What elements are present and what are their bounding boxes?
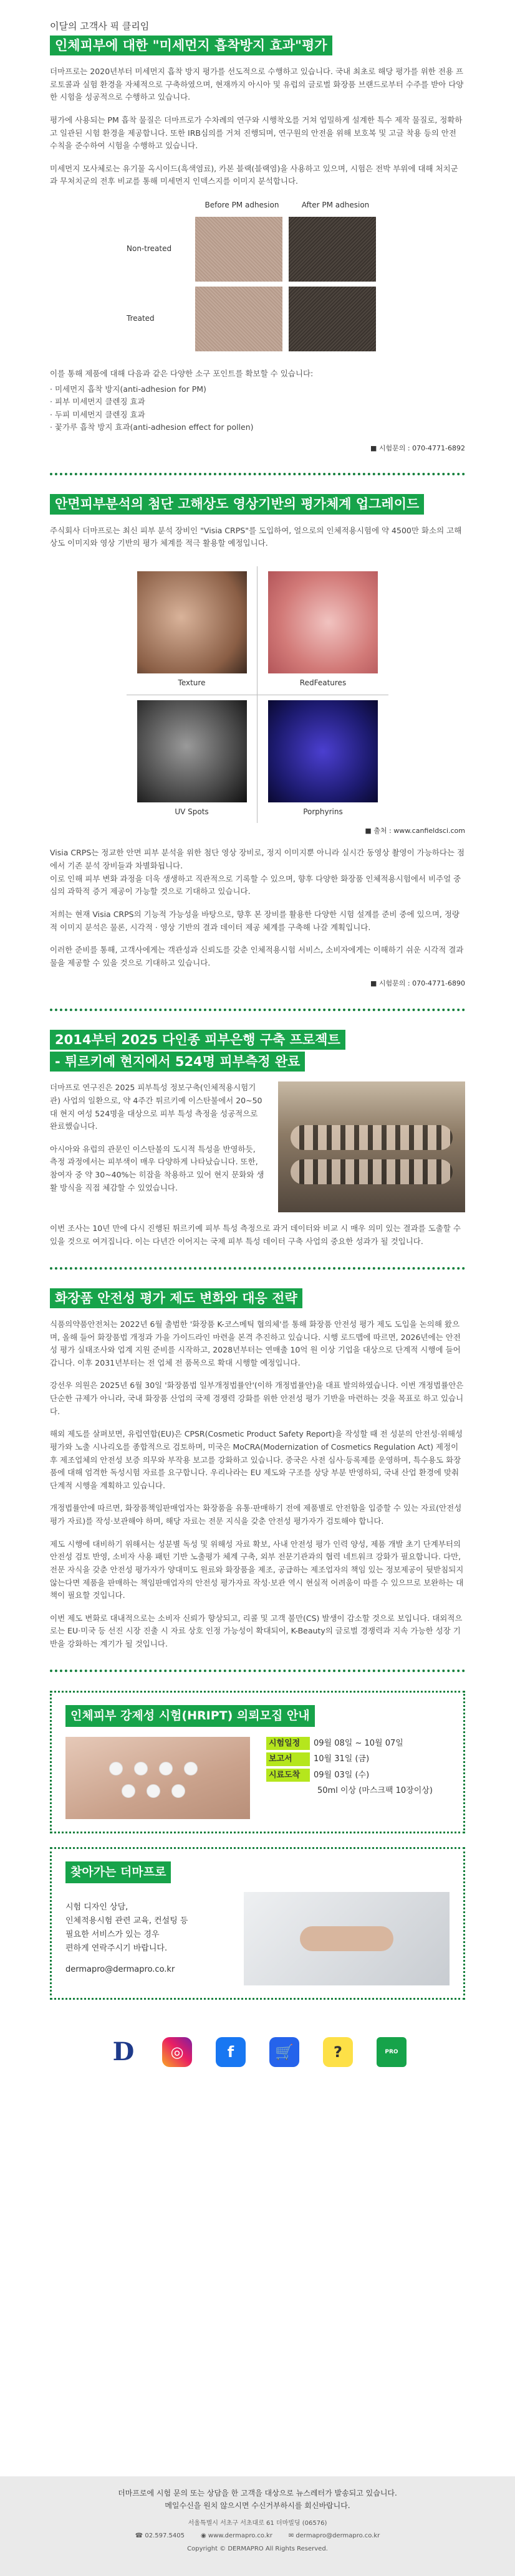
section-title: 화장품 안전성 평가 제도 변화와 대응 전략 <box>50 1288 302 1308</box>
paragraph: 이러한 준비를 통해, 고객사에게는 객관성과 신뢰도를 갖춘 인체적용시험 서비스, 소비자에게는 이해하기 쉬운 시각적 결과물을 제공할 수 있을 것으로 기대하고 있습니다. <box>50 945 464 967</box>
cell-label: Texture <box>178 678 206 687</box>
porphyrins-image <box>268 700 378 802</box>
footer-notice: 메일수신을 원치 않으시면 수신거부하시를 회신바랍니다. <box>165 2501 350 2510</box>
section-kicker: 이달의 고객사 픽 클리임 <box>50 21 150 32</box>
visia-section <box>0 494 515 1010</box>
before-after-figure <box>127 199 388 351</box>
visit-line: 필요한 서비스가 있는 경우 <box>65 1930 160 1940</box>
box-title: 인체피부 강제성 시험(HRIPT) 의뢰모집 안내 <box>65 1705 315 1727</box>
paragraph: 제도 시행에 대비하기 위해서는 성분별 독성 및 위해성 자료 확보, 사내 안전성 평가 인력 양성, 제품 개발 초기 단계부터의 안전성 검토 반영, 소비자 사용 패턴 기반 노출평가 체계 구축, 외부 전문기관과의 협력 네트워크 강화가 필요합니다. 다만, 전문 자식을 갖춘 안전성 평가자가 양대미도 원료와 화장품을 제조, 공급하는 제조업자의 책임 있는 정보제공이 뒷받침되지 않는다면 제품을 판매하는 책임판매업자의 안전성 평가자료 작성·보관 역시 현실적 어려움이 따를 수 있으므로 보완하는 대책이 필요할 것입니다. <box>50 1539 464 1600</box>
pro-badge-icon[interactable]: PRO <box>377 2037 407 2067</box>
contact-line: ■ 시험문의 : 070-4771-6892 <box>370 444 465 453</box>
box-title: 찾아가는 더마프로 <box>65 1861 171 1883</box>
hript-box <box>50 1691 465 1833</box>
schedule-key: 시료도착 <box>266 1769 310 1782</box>
skin-image <box>195 287 282 351</box>
paragraph: 강선우 의원은 2025년 6월 30일 '화장품법 일부개정법률안'(이하 개정법률안)을 대표 발의하였습니다. 이번 개정법률안은 단순한 규제가 아니라, 국내 화장품 산업의 국제 경쟁력 강화를 위한 안전성 평가 기반을 마련하는 것을 목표로 하고 있습니다. <box>50 1381 464 1416</box>
row-label: Treated <box>127 313 155 323</box>
paragraph: 개정법률안에 따르면, 화장품책임판매업자는 화장품을 유통·판매하기 전에 제품별로 안전함을 입증할 수 있는 자료(안전성 평가 자료)를 작성·보관해야 하며, 해당 자료는 전문 지식을 갖춘 안전성 평가자가 검토해야 합니다. <box>50 1503 462 1526</box>
divider <box>50 473 465 475</box>
skin-image <box>195 217 282 282</box>
list-item: · 미세먼지 흡착 방지(anti-adhesion for PM) <box>50 384 206 394</box>
schedule-value: 09월 08일 ~ 10월 07일 <box>314 1739 403 1748</box>
schedule-value: 09월 03일 (수) <box>314 1770 370 1780</box>
texture-image <box>137 571 247 673</box>
email-link[interactable]: dermapro@dermapro.co.kr <box>65 1965 175 1975</box>
patch-test-photo <box>65 1737 250 1819</box>
visit-line: 편하게 연락주시기 바랍니다. <box>65 1944 168 1954</box>
visia-cell <box>258 695 388 824</box>
source-line: ■ 출처 : www.canfieldsci.com <box>365 827 465 835</box>
paragraph: 식품의약품안전처는 2022년 6월 출범한 '화장품 K-코스메틱 협의체'를 통해 화장품 안전성 평가 제도 도입을 논의해 왔으며, 올해 들어 화장품법 개정과 가을 가이드라인 마련을 본격 추진하고 있습니다. 시행 로드맵에 따르면, 2026년에는 안전성 평가 실태조사와 업계 지원 준비를 시작하고, 2028년부터는 연매출 10억 원 이상 기업을 대상으로 단계적 시행에 들어갑니다. 이후 2031년부터는 전 업체 전 품목으로 확대 시행할 예정입니다. <box>50 1319 461 1367</box>
redfeatures-image <box>268 571 378 673</box>
paragraph: 더마프로 연구진은 2025 피부특성 정보구축(인체적용시험기관) 사업의 일환으로, 약 4주간 튀르키예 이스탄불에서 20~50대 현지 여성 524명을 대상으로 피부 특성 측정을 성공적으로 완료했습니다. <box>50 1083 262 1131</box>
footer-tel: ☎ 02.597.5405 <box>135 2532 185 2540</box>
paragraph: Visia CRPS는 정교한 안면 피부 분석을 위한 첨단 영상 장비로, 정지 이미지뿐 아니라 실시간 동영상 촬영이 가능하다는 점에서 기존 분석 장비들과 차별화됩니다. <box>50 848 465 871</box>
paragraph: 해외 제도를 살펴보면, 유럽연합(EU)은 CPSR(Cosmetic Product Safety Report)을 작성할 때 전 성분의 안전성·위해성 평가와 노출 시나리오를 종합적으로 검토하며, 미국은 MoCRA(Modernization of Cosmetics Regulation Act) 제정이후 제조업체의 안전성 보증 의무와 부작용 보고를 강화하고 있습니다. 중국은 사전 심사·등록제를 운영하며, 특수용도 화장품에 대해 엄격한 독성시험 자료를 요구합니다. 우리나라는 EU 제도와 구조를 상당 부분 반영하되, 국내 산업 환경에 맞춰 단계적 시행을 계획하고 있습니다. <box>50 1429 463 1490</box>
footer-notice: 더마프로에 시험 문의 또는 상담을 한 고객을 대상으로 뉴스레터가 발송되고 있습니다. <box>118 2489 397 2498</box>
paragraph: 이를 통해 제품에 대해 다음과 같은 다양한 소구 포인트를 확보할 수 있습니다: <box>50 368 314 378</box>
list-item: · 두피 미세먼지 클렌징 효과 <box>50 409 145 419</box>
visia-cell <box>127 695 258 824</box>
paragraph: 이번 조사는 10년 만에 다시 진행된 튀르키예 피부 특성 측정으로 과거 데이터와 비교 시 매우 의미 있는 결과를 도출할 수 있을 것으로 여겨집니다. 이는 다년간 이어지는 국제 피부 특성 데이터 구축 사업의 중요한 성과가 될 것입니다. <box>50 1224 461 1246</box>
paragraph: 미세먼지 모사체로는 유기물 옥시이드(흑색염료), 카본 블랙(블랙염)을 사용하고 있으며, 시험은 전박 부위에 대해 처치군과 무처치군의 전후 비교를 통해 미세먼지 인덱스지를 이미지 분석합니다. <box>50 163 458 186</box>
divider <box>50 1009 465 1011</box>
divider <box>50 1267 465 1270</box>
visit-line: 인체적용시험 관련 교육, 컨설팅 등 <box>65 1916 188 1926</box>
skin-image <box>289 287 376 351</box>
shop-cart-icon[interactable]: 🛒 <box>269 2037 299 2067</box>
handshake-photo <box>244 1892 450 1985</box>
facebook-icon[interactable]: f <box>216 2037 246 2067</box>
section-title: 2014부터 2025 다인종 피부은행 구축 프로젝트 <box>50 1030 345 1050</box>
skin-image <box>289 217 376 282</box>
row-label: Non-treated <box>127 244 172 253</box>
dermapro-logo-icon[interactable]: D <box>108 2037 138 2067</box>
section-title: 인체피부에 대한 "미세먼지 흡착방지 효과"평가 <box>50 36 332 55</box>
schedule <box>266 1737 433 1800</box>
cell-label: UV Spots <box>175 807 209 816</box>
footer-address: 서울특별시 서초구 서초대로 61 더마빌딩 (06576) <box>188 2519 327 2527</box>
paragraph: 이번 제도 변화로 대내적으로는 소비자 신뢰가 향상되고, 리콜 및 고객 불만(CS) 발생이 감소할 것으로 보입니다. 대외적으로는 EU·미국 등 선진 시장 진출 시 자료 상호 인정 가능성이 확대되어, K-Beauty의 글로벌 경쟁력과 지속 가능한 성장 기반을 강화하는 계기가 될 것입니다. <box>50 1613 463 1649</box>
sample-amount: 50ml 이상 (마스크팩 10장이상) <box>317 1786 433 1796</box>
skin-bank-section <box>0 1030 515 1270</box>
team-photo <box>278 1081 465 1212</box>
contact-line: ■ 시험문의 : 070-4771-6890 <box>370 979 465 988</box>
section-subtitle: - 튀르키예 현지에서 524명 피부측정 완료 <box>50 1052 305 1072</box>
schedule-value: 10월 31일 (금) <box>314 1754 370 1764</box>
paragraph: 아시아와 유럽의 관문인 이스탄불의 도시적 특성을 반영하듯, 측정 과정에서는 피부색이 매우 다양하게 나타났습니다. 또한, 참여자 중 약 30~40%는 히잡을 착용하고 있어 현지 문화와 생활 방식을 직접 체감할 수 있었습니다. <box>50 1144 264 1192</box>
paragraph: 저희는 현재 Visia CRPS의 기능적 가능성을 바탕으로, 향후 본 장비를 활용한 다양한 시험 설계를 준비 중에 있으며, 정량적 이미지 분석은 물론, 시각적 · 영상 기반의 결과 데이터 제공 체계를 구축해 나갈 계획입니다. <box>50 909 460 932</box>
footer-website[interactable]: ◉ www.dermapro.co.kr <box>200 2532 272 2540</box>
visit-box <box>50 1847 465 2000</box>
section-title: 안면피부분석의 첨단 고해상도 영상기반의 평가체계 업그레이드 <box>50 494 424 514</box>
footer <box>0 2476 515 2576</box>
visia-cell <box>258 566 388 695</box>
safety-section <box>0 1288 515 1672</box>
list-item: · 꽃가루 흡착 방지 효과(anti-adhesion effect for pollen) <box>50 422 254 432</box>
schedule-key: 보고서 <box>266 1752 310 1766</box>
paragraph: 더마프로는 2020년부터 미세먼지 흡착 방지 평가를 선도적으로 수행하고 있습니다. 국내 최초로 해당 평가를 위한 전용 프로토콜과 실험 환경을 자체적으로 구축하였으며, 현재까지 아시아 및 유럽의 글로벌 화장품 브랜드로부터 수주를 받아 다양한 시험을 성공적으로 수행하고 있습니다. <box>50 67 464 102</box>
footer-email[interactable]: ✉ dermapro@dermapro.co.kr <box>288 2532 380 2540</box>
instagram-icon[interactable]: ◎ <box>162 2037 192 2067</box>
pm-section <box>0 0 515 475</box>
paragraph: 평가에 사용되는 PM 흡착 물질은 더마프로가 수차례의 연구와 시행착오를 거쳐 엄밀하게 설계한 특수 제작 물질로, 정확하고 일관된 시험 환경을 제공합니다. 또한 IRB심의를 거쳐 진행되며, 연구원의 안전을 위해 보호복 및 고글 착용 등의 안전 수칙을 준수하여 시험을 수행하고 있습니다. <box>50 115 463 151</box>
divider <box>50 1670 465 1672</box>
social-icons <box>0 2037 515 2067</box>
visit-line: 시험 디자인 상담, <box>65 1903 128 1913</box>
before-label: Before PM adhesion <box>205 201 279 210</box>
schedule-key: 시험일정 <box>266 1737 310 1750</box>
paragraph: 이로 인해 피부 변화 과정을 더욱 생생하고 직관적으로 기록할 수 있으며, 향후 다양한 화장품 인체적용시험에서 비주얼 중심의 과학적 증거 제공이 가능할 것으로 기대하고 있습니다. <box>50 873 461 896</box>
cell-label: Porphyrins <box>303 807 343 816</box>
after-label: After PM adhesion <box>301 201 370 210</box>
footer-copyright: Copyright © DERMAPRO All Rights Reserved. <box>187 2545 328 2552</box>
paragraph: 주식회사 더마프로는 최신 피부 분석 장비인 "Visia CRPS"를 도입하여, 얼으로의 인체적용시험에 약 4500만 화소의 고해상도 이미지와 영상 기반의 평가 체계를 적극 활용할 예정입니다. <box>50 525 462 548</box>
visia-cell <box>127 566 258 695</box>
claim-list <box>50 383 465 435</box>
question-icon[interactable]: ? <box>323 2037 353 2067</box>
uv-spots-image <box>137 700 247 802</box>
visia-image-grid <box>127 566 388 824</box>
list-item: · 피부 미세먼지 클렌징 효과 <box>50 397 145 407</box>
cell-label: RedFeatures <box>299 678 347 687</box>
